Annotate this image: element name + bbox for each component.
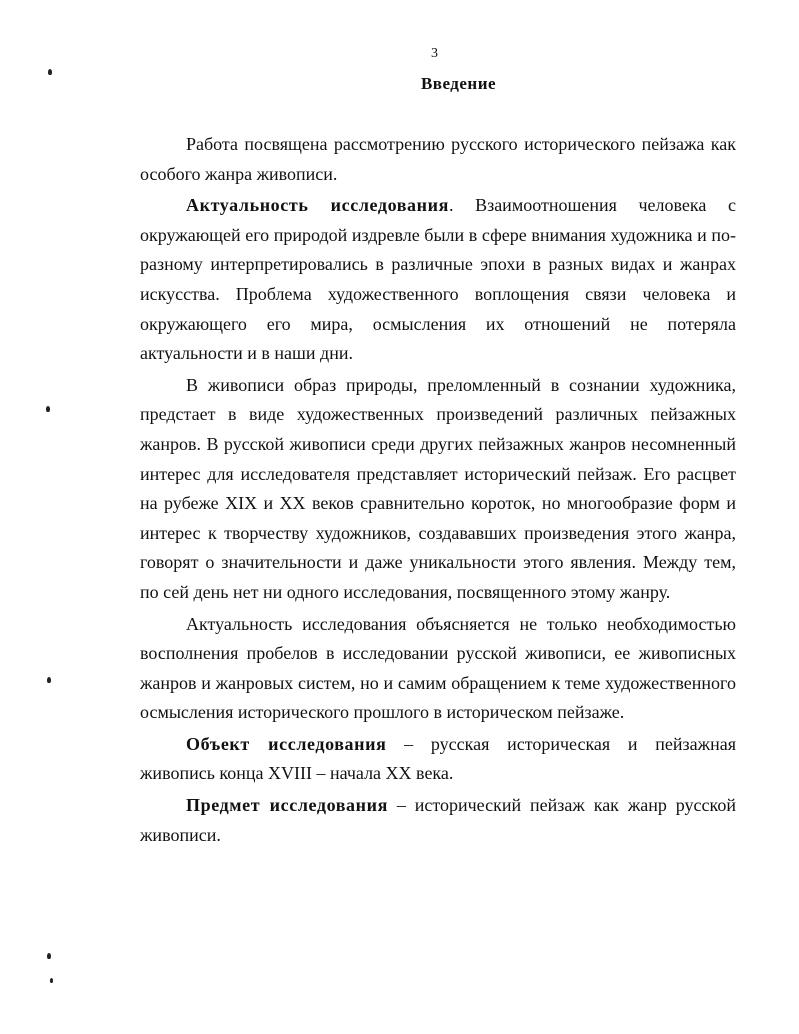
paragraph xyxy=(140,371,736,608)
paragraph xyxy=(140,791,736,850)
margin-mark xyxy=(47,953,51,959)
paragraph-lead: Актуальность исследования xyxy=(186,195,449,216)
paragraph xyxy=(140,730,736,789)
paragraph-lead: Предмет исследования xyxy=(186,795,388,816)
paragraph-text: – русская историческая и пейзажная живопись конца XVIII – начала XX века. xyxy=(140,733,736,784)
document-body xyxy=(140,130,736,852)
paragraph-text: – исторический пейзаж как жанр русской живописи. xyxy=(140,795,736,845)
paragraph-text: В живописи образ природы, преломленный в сознании художника, предстает в виде художественных произведений различных пейзажных жанров. В русской живописи среди других пейзажных жанров несомненный интерес для исследователя представляет исторический пейзаж. Его расцвет на рубеже XIX и XX веков сравнительно короток, но многообразие форм и интерес к творчеству художников, создававших произведения этого жанра, говорят о значительности и даже уникальности этого явления. Между тем, по сей день нет ни одного исследования, посвященного этому жанру. xyxy=(140,374,736,602)
paragraph-lead: Объект исследования xyxy=(186,733,387,754)
paragraph-text: . Взаимоотношения человека с окружающей его природой издревле были в сфере внимания художника и по-разному интерпретировались в различные эпохи в разных видах и жанрах искусства. Проблема художественного воплощения связи человека и окружающего его мира, осмысления их отношений не потеряла актуальности и в наши дни. xyxy=(140,195,736,364)
paragraph xyxy=(140,130,736,189)
paragraph-text: Работа посвящена рассмотрению русского исторического пейзажа как особого жанра живописи. xyxy=(140,134,736,184)
page-title: Введение xyxy=(420,74,497,93)
paragraph xyxy=(140,191,736,369)
margin-mark xyxy=(46,406,50,412)
page-number: 3 xyxy=(431,46,438,61)
margin-mark xyxy=(47,677,51,683)
paragraph-text: Актуальность исследования объясняется не только необходимостью восполнения пробелов в исследовании русской живописи, ее живописных жанров и жанровых систем, но и самим обращением к теме художественного осмысления исторического прошлого в историческом пейзаже. xyxy=(140,613,736,723)
margin-mark xyxy=(50,978,53,983)
paragraph xyxy=(140,610,736,728)
